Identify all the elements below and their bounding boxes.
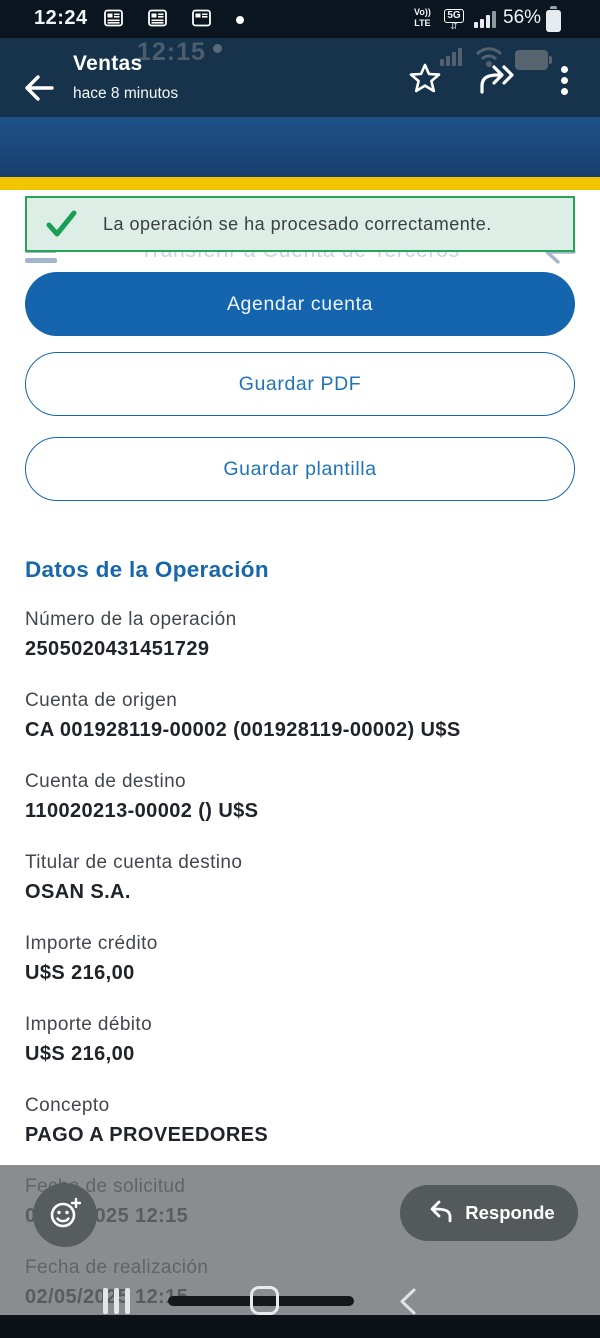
schedule-account-button: Agendar cuenta <box>25 272 575 336</box>
ghost-battery-icon <box>515 50 553 70</box>
detail-row <box>25 930 583 988</box>
detail-row <box>25 1092 583 1150</box>
clock: 12:24 <box>34 7 88 29</box>
detail-value: CA 001928119-00002 (001928119-00002) U$S <box>25 719 461 741</box>
bank-app-header <box>0 117 600 177</box>
favorite-star-icon[interactable] <box>409 62 441 94</box>
detail-value: 2505020431451729 <box>25 638 210 660</box>
overflow-menu-icon[interactable] <box>554 62 574 96</box>
conversation-title: Ventas <box>73 52 143 75</box>
back-icon[interactable] <box>22 71 56 105</box>
detail-label: Importe crédito <box>25 933 158 954</box>
nav-recents-button[interactable] <box>103 1288 133 1315</box>
share-forward-icon[interactable] <box>478 64 518 94</box>
image-timestamp: hace 8 minutos <box>73 85 179 102</box>
detail-row <box>25 849 583 907</box>
emoji-smiley-icon <box>45 1193 85 1238</box>
detail-label: Número de la operación <box>25 609 237 630</box>
detail-label: Cuenta de origen <box>25 690 178 711</box>
signal-strength-icon <box>474 11 498 28</box>
reply-button-label: Responde <box>465 1202 555 1223</box>
ghost-signal-icon <box>440 48 466 66</box>
detail-label: Titular de cuenta destino <box>25 852 243 873</box>
ghost-notification-dot <box>213 44 222 53</box>
detail-row <box>25 687 583 745</box>
notification-icon <box>148 9 167 27</box>
detail-label: Importe débito <box>25 1014 153 1035</box>
detail-value: OSAN S.A. <box>25 881 131 903</box>
success-check-icon <box>45 210 77 238</box>
notification-icon <box>104 9 123 27</box>
detail-row <box>25 606 583 664</box>
detail-label: Concepto <box>25 1095 110 1116</box>
detail-value: 110020213-00002 () U$S <box>25 800 259 822</box>
detail-value: U$S 216,00 <box>25 962 135 984</box>
success-alert-message: La operación se ha procesado correctamente. <box>103 213 492 234</box>
success-alert <box>25 196 575 252</box>
save-template-button: Guardar plantilla <box>25 437 575 501</box>
status-bar <box>0 0 600 38</box>
nav-back-button[interactable] <box>398 1288 418 1315</box>
image-viewer-header <box>0 38 600 117</box>
bottom-black-bar <box>0 1315 600 1338</box>
5g-network-icon: 5G ⇵ <box>444 5 464 31</box>
detail-label: Cuenta de destino <box>25 771 187 792</box>
notification-icon <box>192 9 211 27</box>
reply-arrow-icon <box>423 1199 453 1228</box>
ghost-status-time: 12:15 <box>137 38 206 66</box>
add-reaction-button[interactable] <box>33 1183 97 1247</box>
save-pdf-button: Guardar PDF <box>25 352 575 416</box>
nav-home-button[interactable] <box>250 1286 279 1315</box>
battery-icon <box>546 6 561 32</box>
detail-row <box>25 768 583 826</box>
detail-value: PAGO A PROVEEDORES <box>25 1124 269 1146</box>
detail-row <box>25 1011 583 1069</box>
operation-section-title: Datos de la Operación <box>25 557 269 582</box>
volte-icon: Vo)) LTE <box>414 7 431 28</box>
notification-dot-icon <box>236 16 244 24</box>
reply-button[interactable] <box>400 1185 578 1241</box>
yellow-accent-stripe <box>0 177 600 190</box>
battery-percent: 56% <box>503 7 542 28</box>
detail-value: U$S 216,00 <box>25 1043 135 1065</box>
